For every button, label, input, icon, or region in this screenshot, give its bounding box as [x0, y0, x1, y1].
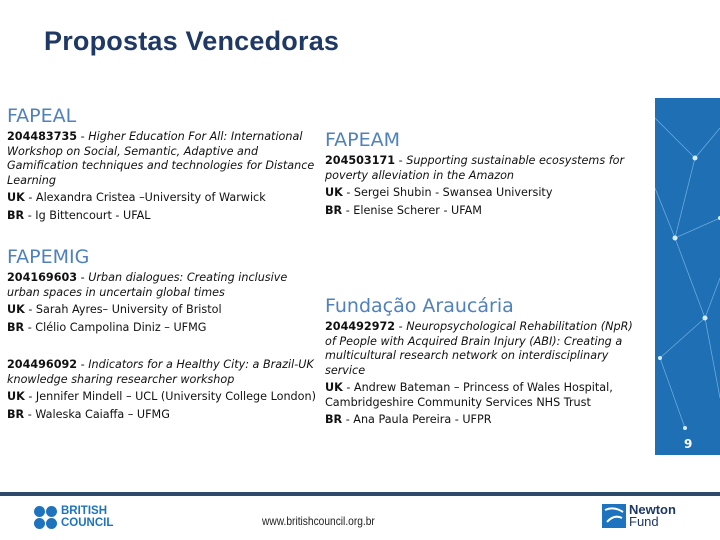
footer-divider — [0, 492, 720, 496]
sep: - — [77, 271, 89, 284]
uk-researcher: - Sergei Shubin - Swansea University — [342, 186, 553, 199]
br-researcher: - Ig Bittencourt - UFAL — [24, 208, 151, 222]
fapeal-block — [7, 130, 327, 226]
uk-researcher: - Alexandra Cristea –University of Warwick — [24, 191, 266, 204]
uk-researcher: - Andrew Bateman – Princess of Wales Hospital, Cambridgeshire Community Services NHS Trust — [325, 381, 613, 409]
newton-fund-logo: Newton Fund — [602, 504, 676, 528]
uk-label: UK — [325, 186, 343, 199]
fapeam-block — [325, 154, 645, 221]
page-title: Propostas Vencedoras — [44, 26, 340, 56]
sep: - — [395, 154, 407, 167]
project-title: Neuropsychological Rehabilitation (NpR) of People with Acquired Brain Injury (ABI): Creating a multicultural research network on interdisciplinary service — [325, 320, 633, 377]
newton-fund-icon — [602, 504, 626, 528]
br-researcher: - Ana Paula Pereira - UFPR — [342, 413, 492, 426]
project-title: Urban dialogues: Creating inclusive urban spaces in uncertain global times — [7, 271, 288, 299]
project-id: 204492972 — [325, 320, 396, 333]
br-researcher: - Elenise Scherer - UFAM — [342, 203, 482, 217]
br-label: BR — [325, 413, 343, 426]
footer-url[interactable]: www.britishcouncil.org.br — [262, 514, 375, 528]
uk-label: UK — [7, 303, 25, 316]
br-label: BR — [7, 208, 25, 222]
sep: - — [395, 320, 407, 333]
br-label: BR — [7, 320, 25, 334]
page-number: 9 — [684, 437, 693, 451]
project-id: 204503171 — [325, 154, 396, 167]
sep: - — [77, 358, 89, 371]
heading-araucaria: Fundação Araucária — [325, 295, 514, 317]
br-label: BR — [325, 203, 343, 217]
araucaria-block — [325, 320, 643, 431]
british-council-logo: BRITISH COUNCIL — [34, 506, 113, 529]
uk-researcher: - Jennifer Mindell – UCL (University College London) — [24, 390, 316, 403]
br-label: BR — [7, 407, 25, 421]
project-title: Indicators for a Healthy City: a Brazil-UK knowledge sharing researcher workshop — [7, 358, 314, 386]
uk-label: UK — [7, 390, 25, 403]
heading-fapeal: FAPEAL — [7, 105, 77, 127]
br-researcher: - Clélio Campolina Diniz – UFMG — [24, 320, 207, 334]
project-id: 204496092 — [7, 358, 78, 371]
uk-label: UK — [7, 191, 25, 204]
sep: - — [77, 130, 89, 143]
project-id: 204483735 — [7, 130, 78, 143]
project-title: Higher Education For All: International Workshop on Social, Semantic, Adaptive and Gamification techniques and technologies for Distance Learning — [7, 130, 315, 187]
network-graphic — [655, 98, 720, 455]
project-id: 204169603 — [7, 271, 78, 284]
uk-researcher: - Sarah Ayres– University of Bristol — [24, 303, 222, 316]
heading-fapeam: FAPEAM — [325, 129, 401, 151]
british-council-dots-icon — [34, 506, 57, 529]
br-researcher: - Waleska Caiaffa – UFMG — [24, 407, 170, 421]
fapemig-block-2 — [7, 358, 319, 425]
fapemig-block-1 — [7, 271, 319, 338]
project-title: Supporting sustainable ecosystems for poverty alleviation in the Amazon — [325, 154, 625, 182]
uk-label: UK — [325, 381, 343, 394]
decorative-network-panel — [655, 98, 720, 455]
heading-fapemig: FAPEMIG — [7, 246, 90, 268]
